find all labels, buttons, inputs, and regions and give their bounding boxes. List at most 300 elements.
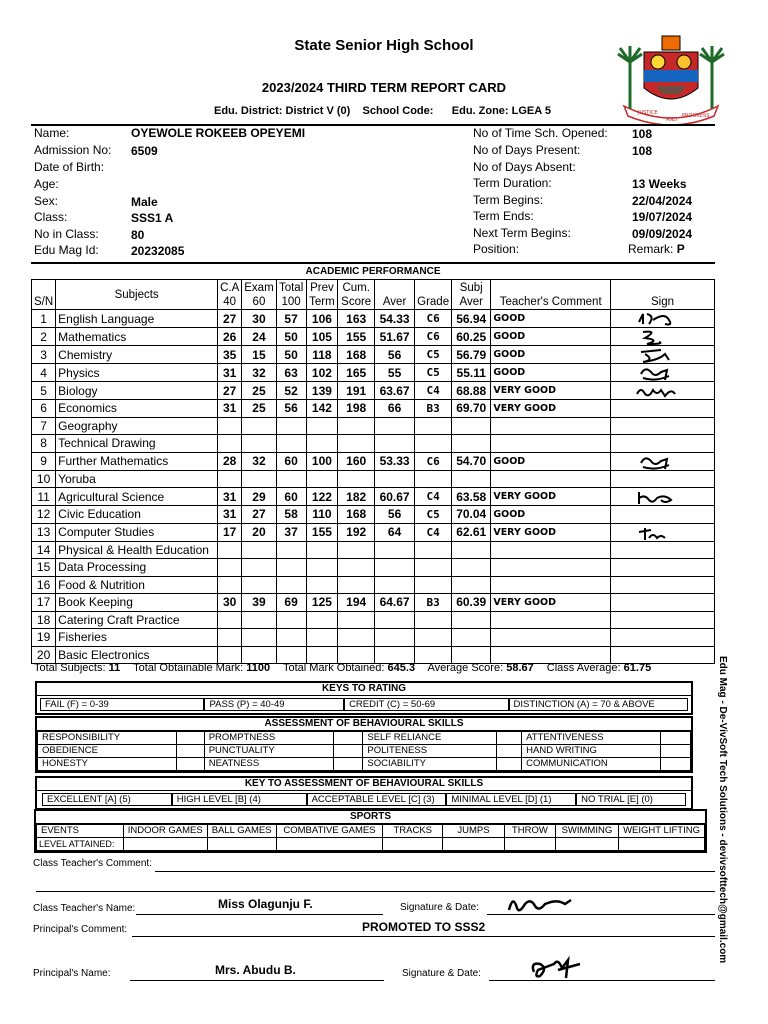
table-row	[32, 310, 715, 328]
bkey-excellent: EXCELLENT [A] (5)	[42, 793, 172, 806]
behaviour-keys	[35, 776, 693, 810]
row-exam: 24	[242, 328, 276, 346]
th-aver: Aver	[375, 280, 415, 310]
row-prev-term	[306, 417, 338, 435]
row-total	[276, 435, 306, 453]
row-comment	[491, 629, 611, 647]
behaviour-skill: NEATNESS	[204, 758, 333, 771]
row-sign	[611, 400, 715, 418]
class-teacher-name-line	[136, 914, 383, 915]
th-prev-term: Prev Term	[306, 280, 338, 310]
row-total	[276, 470, 306, 488]
table-row	[32, 541, 715, 559]
row-ca	[218, 541, 242, 559]
row-grade: C6	[415, 328, 452, 346]
row-total	[276, 576, 306, 594]
row-cum-score: 191	[338, 382, 375, 400]
row-aver	[375, 541, 415, 559]
label-next-term: Next Term Begins:	[473, 226, 571, 240]
row-comment: GOOD	[491, 506, 611, 524]
behaviour-title: ASSESSMENT OF BEHAVIOURAL SKILLS	[37, 718, 691, 731]
row-aver: 56	[375, 346, 415, 364]
level-attained-row	[37, 838, 705, 851]
row-comment: VERY GOOD	[491, 488, 611, 506]
row-ca: 31	[218, 364, 242, 382]
row-sn: 10	[32, 470, 56, 488]
row-sn: 4	[32, 364, 56, 382]
row-exam	[242, 576, 276, 594]
row-sign	[611, 346, 715, 364]
row-comment: GOOD	[491, 364, 611, 382]
row-comment: VERY GOOD	[491, 594, 611, 612]
edu-info	[214, 105, 551, 117]
row-ca: 27	[218, 382, 242, 400]
row-sn: 12	[32, 506, 56, 524]
row-ca: 26	[218, 328, 242, 346]
row-prev-term: 100	[306, 452, 338, 470]
row-ca	[218, 470, 242, 488]
row-sn: 14	[32, 541, 56, 559]
label-admission: Admission No:	[34, 143, 112, 157]
crest-text-1: JUSTICE	[638, 110, 658, 116]
behaviour-rating	[497, 732, 522, 745]
row-prev-term	[306, 646, 338, 664]
row-sn: 17	[32, 594, 56, 612]
row-subj-aver: 70.04	[452, 506, 491, 524]
crest-text-3: PROGRESS	[682, 113, 710, 119]
class-average: 61.75	[623, 662, 652, 674]
row-sign	[611, 646, 715, 664]
sports-event: BALL GAMES	[207, 825, 276, 838]
behaviour-skill: HAND WRITING	[522, 745, 661, 758]
row-grade	[415, 576, 452, 594]
class-teacher-signature	[505, 892, 575, 916]
row-prev-term: 106	[306, 310, 338, 328]
row-cum-score: 198	[338, 400, 375, 418]
row-sign	[611, 541, 715, 559]
table-header	[32, 280, 715, 310]
row-cum-score	[338, 646, 375, 664]
th-subjects: Subjects	[56, 280, 218, 310]
row-prev-term	[306, 470, 338, 488]
row-total: 60	[276, 452, 306, 470]
row-grade	[415, 646, 452, 664]
row-cum-score: 165	[338, 364, 375, 382]
sports-event: TRACKS	[383, 825, 443, 838]
row-subj-aver: 55.11	[452, 364, 491, 382]
row-sign	[611, 328, 715, 346]
row-grade: C5	[415, 506, 452, 524]
th-subj-aver: Subj Aver	[452, 280, 491, 310]
row-total: 63	[276, 364, 306, 382]
behaviour-skill: OBEDIENCE	[38, 745, 177, 758]
row-total	[276, 646, 306, 664]
row-comment	[491, 470, 611, 488]
row-sn: 2	[32, 328, 56, 346]
row-sn: 18	[32, 611, 56, 629]
row-sign	[611, 310, 715, 328]
row-aver: 56	[375, 506, 415, 524]
sidebar-watermark	[716, 652, 732, 982]
row-exam: 30	[242, 310, 276, 328]
label-class: Class:	[34, 210, 68, 224]
row-subj-aver	[452, 470, 491, 488]
value-times-opened: 108	[632, 127, 653, 141]
total-obtainable-label: Total Obtainable Mark:	[133, 662, 244, 674]
row-grade	[415, 559, 452, 577]
row-aver: 60.67	[375, 488, 415, 506]
row-sign	[611, 523, 715, 541]
row-subj-aver: 63.58	[452, 488, 491, 506]
value-name: OYEWOLE ROKEEB OPEYEMI	[131, 126, 306, 140]
principal-comment-line	[132, 936, 715, 937]
row-total: 37	[276, 523, 306, 541]
table-row	[32, 417, 715, 435]
value-no-in-class: 80	[131, 228, 145, 242]
row-comment: VERY GOOD	[491, 382, 611, 400]
behaviour-rating	[333, 732, 363, 745]
total-obtainable: 1100	[246, 662, 271, 674]
sports-section	[34, 809, 707, 853]
row-exam: 25	[242, 400, 276, 418]
total-obtained: 645.3	[387, 662, 416, 674]
th-comment: Teacher's Comment	[491, 280, 611, 310]
row-sign	[611, 452, 715, 470]
totals-bar	[34, 662, 661, 674]
class-teacher-comment-label: Class Teacher's Comment:	[33, 858, 152, 869]
key-distinction: DISTINCTION (A) = 70 & ABOVE	[509, 698, 688, 711]
school-name: State Senior High School	[294, 37, 474, 54]
row-exam: 15	[242, 346, 276, 364]
sports-event: WEIGHT LIFTING	[619, 825, 705, 838]
value-class: SSS1 A	[131, 211, 174, 225]
row-prev-term	[306, 629, 338, 647]
row-comment: GOOD	[491, 452, 611, 470]
behaviour-rating	[333, 758, 363, 771]
row-comment: GOOD	[491, 328, 611, 346]
th-exam: Exam 60	[242, 280, 276, 310]
row-ca	[218, 417, 242, 435]
row-grade: B3	[415, 594, 452, 612]
behaviour-skill: HONESTY	[38, 758, 177, 771]
row-prev-term: 125	[306, 594, 338, 612]
row-subject: Basic Electronics	[56, 646, 218, 664]
row-grade: C5	[415, 346, 452, 364]
row-cum-score	[338, 470, 375, 488]
row-grade: C4	[415, 523, 452, 541]
value-sex: Male	[131, 195, 158, 209]
row-grade: C4	[415, 382, 452, 400]
th-sn: S/N	[32, 280, 56, 310]
row-subject: Yoruba	[56, 470, 218, 488]
row-comment	[491, 541, 611, 559]
bkey-high: HIGH LEVEL [B] (4)	[172, 793, 307, 806]
table-row	[32, 559, 715, 577]
row-exam	[242, 559, 276, 577]
row-prev-term	[306, 559, 338, 577]
row-total: 60	[276, 488, 306, 506]
row-comment: GOOD	[491, 346, 611, 364]
row-total: 58	[276, 506, 306, 524]
row-subj-aver	[452, 629, 491, 647]
row-subj-aver	[452, 435, 491, 453]
row-sign	[611, 576, 715, 594]
label-name: Name:	[34, 126, 70, 140]
row-prev-term: 105	[306, 328, 338, 346]
row-cum-score	[338, 559, 375, 577]
principal-name-line	[130, 980, 384, 981]
value-term-ends: 19/07/2024	[632, 210, 693, 224]
crest-text-2: AND	[666, 117, 678, 123]
row-subject: Computer Studies	[56, 523, 218, 541]
row-exam: 27	[242, 506, 276, 524]
label-age: Age:	[34, 177, 59, 191]
row-sn: 20	[32, 646, 56, 664]
row-aver: 66	[375, 400, 415, 418]
row-ca	[218, 629, 242, 647]
table-row	[32, 452, 715, 470]
row-subject: Further Mathematics	[56, 452, 218, 470]
row-subject: Mathematics	[56, 328, 218, 346]
signature-mark	[635, 364, 685, 381]
sports-event: COMBATIVE GAMES	[276, 825, 383, 838]
class-average-label: Class Average:	[546, 662, 621, 674]
row-subject: Biology	[56, 382, 218, 400]
row-cum-score	[338, 435, 375, 453]
row-grade	[415, 435, 452, 453]
table-row	[32, 488, 715, 506]
row-subj-aver	[452, 576, 491, 594]
row-prev-term: 122	[306, 488, 338, 506]
row-sn: 8	[32, 435, 56, 453]
row-cum-score	[338, 417, 375, 435]
row-prev-term: 118	[306, 346, 338, 364]
row-ca	[218, 435, 242, 453]
average-score: 58.67	[506, 662, 534, 674]
sports-event: SWIMMING	[555, 825, 618, 838]
label-times-opened: No of Time Sch. Opened:	[473, 126, 608, 140]
principal-name-label: Principal's Name:	[33, 968, 111, 979]
row-exam	[242, 646, 276, 664]
behaviour-rating	[661, 745, 691, 758]
label-position: Position:	[473, 242, 520, 256]
row-subject: Book Keeping	[56, 594, 218, 612]
row-subj-aver	[452, 559, 491, 577]
row-sn: 3	[32, 346, 56, 364]
row-aver: 53.33	[375, 452, 415, 470]
behaviour-row	[38, 745, 691, 758]
row-exam: 20	[242, 523, 276, 541]
row-subject: Economics	[56, 400, 218, 418]
row-grade	[415, 611, 452, 629]
behaviour-row	[38, 732, 691, 745]
row-cum-score: 168	[338, 506, 375, 524]
row-comment	[491, 417, 611, 435]
row-ca	[218, 576, 242, 594]
row-comment: GOOD	[491, 310, 611, 328]
row-ca: 28	[218, 452, 242, 470]
row-prev-term: 139	[306, 382, 338, 400]
table-row	[32, 576, 715, 594]
row-subj-aver: 62.61	[452, 523, 491, 541]
behaviour-rating	[333, 745, 363, 758]
row-sn: 11	[32, 488, 56, 506]
row-prev-term	[306, 541, 338, 559]
divider-acad	[31, 262, 715, 264]
table-row	[32, 346, 715, 364]
table-row	[32, 435, 715, 453]
row-exam	[242, 470, 276, 488]
row-total	[276, 629, 306, 647]
row-subj-aver: 69.70	[452, 400, 491, 418]
signature-mark	[635, 346, 685, 363]
row-subj-aver	[452, 541, 491, 559]
th-ca: C.A 40	[218, 280, 242, 310]
row-comment: VERY GOOD	[491, 523, 611, 541]
average-score-label: Average Score:	[427, 662, 504, 674]
row-cum-score: 168	[338, 346, 375, 364]
label-term-duration: Term Duration:	[473, 176, 552, 190]
row-ca: 31	[218, 506, 242, 524]
value-admission: 6509	[131, 144, 158, 158]
value-days-present: 108	[632, 144, 653, 158]
signature-mark	[635, 453, 685, 470]
row-sign	[611, 488, 715, 506]
row-ca	[218, 611, 242, 629]
behaviour-skill: COMMUNICATION	[522, 758, 661, 771]
row-total	[276, 559, 306, 577]
behaviour-skill: PUNCTUALITY	[204, 745, 333, 758]
row-ca	[218, 646, 242, 664]
bkey-minimal: MINIMAL LEVEL [D] (1)	[446, 793, 576, 806]
signature-mark	[635, 310, 685, 327]
class-teacher-comment-line	[155, 871, 715, 872]
row-sign	[611, 435, 715, 453]
sports-events-row	[37, 825, 705, 838]
principal-name: Mrs. Abudu B.	[215, 963, 296, 977]
row-exam	[242, 541, 276, 559]
row-sn: 19	[32, 629, 56, 647]
row-grade: C6	[415, 452, 452, 470]
row-exam: 29	[242, 488, 276, 506]
behaviour-keys-title: KEY TO ASSESSMENT OF BEHAVIOURAL SKILLS	[37, 778, 691, 791]
row-ca	[218, 559, 242, 577]
sports-event: INDOOR GAMES	[123, 825, 207, 838]
row-sn: 9	[32, 452, 56, 470]
report-title: 2023/2024 THIRD TERM REPORT CARD	[261, 80, 507, 95]
row-ca: 35	[218, 346, 242, 364]
row-total: 57	[276, 310, 306, 328]
table-row	[32, 470, 715, 488]
th-sign: Sign	[611, 280, 715, 310]
row-comment	[491, 576, 611, 594]
row-comment	[491, 611, 611, 629]
row-prev-term	[306, 435, 338, 453]
table-row	[32, 400, 715, 418]
row-sn: 5	[32, 382, 56, 400]
row-cum-score	[338, 576, 375, 594]
row-comment	[491, 646, 611, 664]
behaviour-skill: SELF RELIANCE	[363, 732, 497, 745]
row-cum-score: 155	[338, 328, 375, 346]
row-sign	[611, 382, 715, 400]
row-cum-score: 194	[338, 594, 375, 612]
row-subject: Food & Nutrition	[56, 576, 218, 594]
bkey-acceptable: ACCEPTABLE LEVEL [C] (3)	[307, 793, 447, 806]
row-subject: Chemistry	[56, 346, 218, 364]
label-days-absent: No of Days Absent:	[473, 160, 576, 174]
th-total: Total 100	[276, 280, 306, 310]
row-cum-score: 163	[338, 310, 375, 328]
table-row	[32, 364, 715, 382]
behaviour-rating	[177, 745, 205, 758]
row-prev-term: 110	[306, 506, 338, 524]
row-comment	[491, 559, 611, 577]
row-prev-term	[306, 576, 338, 594]
comment-line-2	[36, 891, 715, 892]
behaviour-rating	[497, 745, 522, 758]
label-no-in-class: No in Class:	[34, 227, 99, 241]
row-exam	[242, 417, 276, 435]
behaviour-rating	[497, 758, 522, 771]
row-aver: 51.67	[375, 328, 415, 346]
row-aver	[375, 470, 415, 488]
value-term-begins: 22/04/2024	[632, 194, 693, 208]
row-sn: 13	[32, 523, 56, 541]
row-total: 52	[276, 382, 306, 400]
row-exam	[242, 611, 276, 629]
row-subj-aver: 60.39	[452, 594, 491, 612]
row-sign	[611, 629, 715, 647]
sports-event: JUMPS	[443, 825, 505, 838]
level-attained-label: LEVEL ATTAINED:	[37, 838, 124, 851]
row-total	[276, 541, 306, 559]
row-subj-aver: 54.70	[452, 452, 491, 470]
total-subjects-label: Total Subjects:	[34, 662, 106, 674]
row-exam: 39	[242, 594, 276, 612]
signature-label-1: Signature & Date:	[400, 902, 479, 913]
academic-title: ACADEMIC PERFORMANCE	[305, 266, 441, 277]
row-total: 50	[276, 328, 306, 346]
row-cum-score	[338, 541, 375, 559]
row-aver	[375, 417, 415, 435]
row-exam	[242, 435, 276, 453]
behaviour-rating	[177, 732, 205, 745]
row-prev-term: 102	[306, 364, 338, 382]
behaviour-skill: RESPONSIBILITY	[38, 732, 177, 745]
row-subject: Civic Education	[56, 506, 218, 524]
keys-to-rating	[35, 681, 693, 715]
state-crest-logo	[616, 22, 726, 126]
th-grade: Grade	[415, 280, 452, 310]
row-subj-aver	[452, 646, 491, 664]
row-ca: 17	[218, 523, 242, 541]
row-sn: 1	[32, 310, 56, 328]
table-row	[32, 328, 715, 346]
remark	[628, 242, 685, 256]
sports-event: EVENTS	[37, 825, 124, 838]
row-exam: 32	[242, 364, 276, 382]
table-row	[32, 611, 715, 629]
behaviour-skill: POLITENESS	[363, 745, 497, 758]
row-subj-aver: 68.88	[452, 382, 491, 400]
row-comment	[491, 435, 611, 453]
behaviour-skill: SOCIABILITY	[363, 758, 497, 771]
behaviour-skill: PROMPTNESS	[204, 732, 333, 745]
row-aver	[375, 559, 415, 577]
row-sign	[611, 417, 715, 435]
behaviour-skill: ATTENTIVENESS	[522, 732, 661, 745]
